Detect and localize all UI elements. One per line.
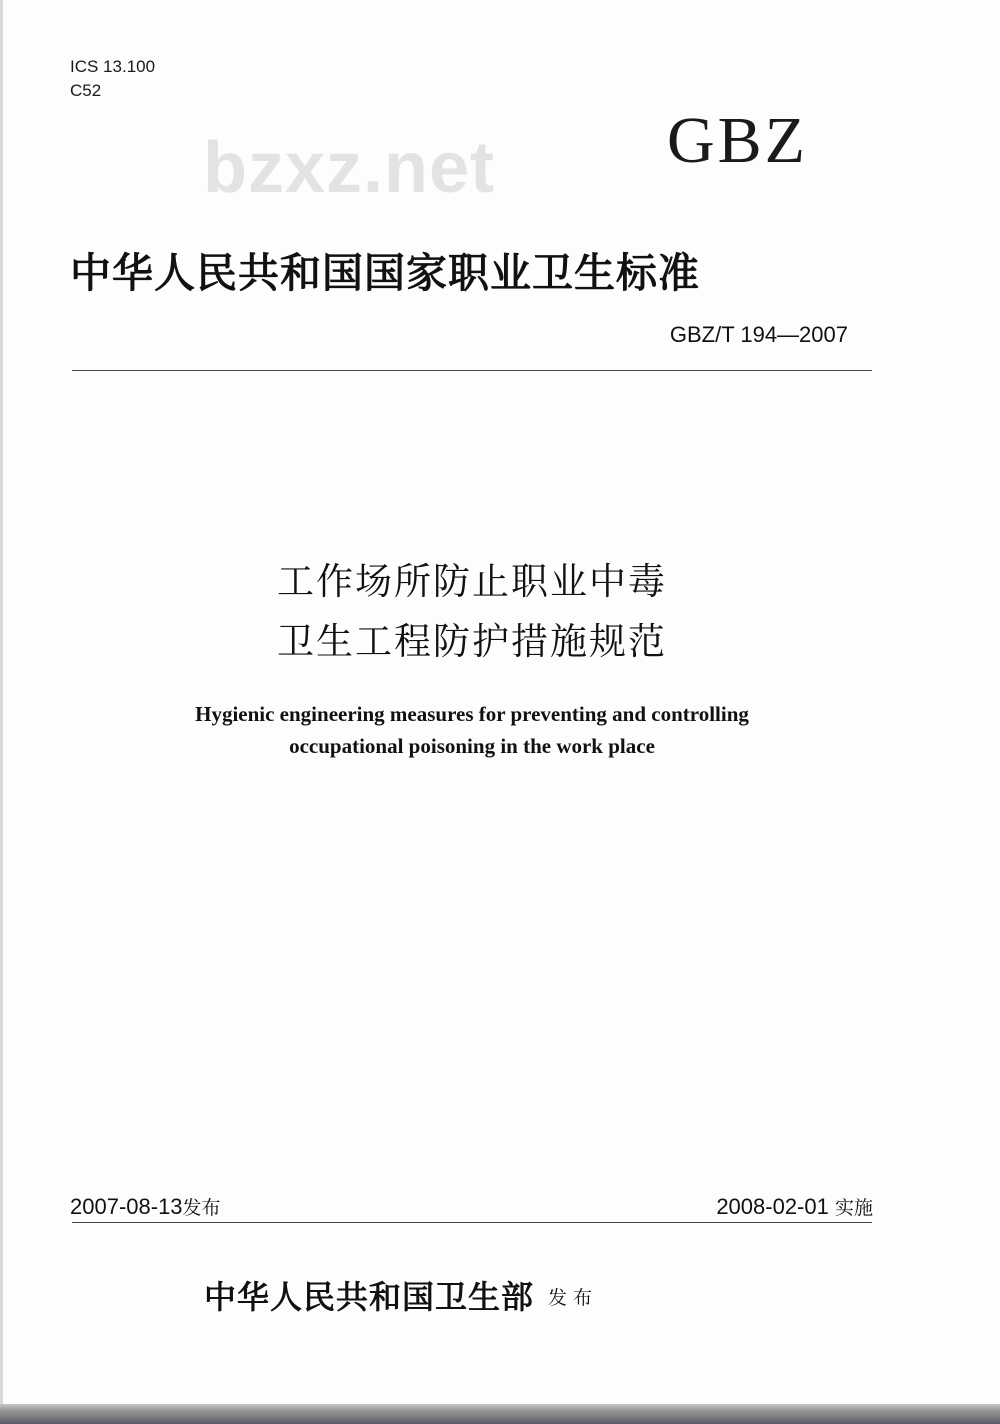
standard-number: GBZ/T 194—2007 xyxy=(669,322,848,347)
classification-codes xyxy=(70,55,155,103)
chinese-title-line-2: 卫生工程防护措施规范 xyxy=(277,620,667,663)
ccs-code: C52 xyxy=(70,81,102,100)
ics-code: ICS 13.100 xyxy=(70,57,156,76)
header-divider xyxy=(72,370,872,371)
national-standard-title: 中华人民共和国国家职业卫生标准 xyxy=(70,249,700,297)
effective-date-suffix: 实施 xyxy=(834,1197,873,1219)
issue-date-block xyxy=(70,1193,221,1220)
issue-date-suffix: 发布 xyxy=(182,1197,221,1219)
watermark: bzxz.net xyxy=(203,128,496,208)
english-title-line-2: occupational poisoning in the work place xyxy=(289,734,655,758)
effective-date: 2008-02-01 xyxy=(716,1194,829,1219)
viewer-bottom-bar xyxy=(0,1404,1000,1424)
effective-date-block xyxy=(716,1193,873,1220)
issue-date: 2007-08-13 xyxy=(70,1194,183,1219)
publisher-name: 中华人民共和国卫生部 xyxy=(204,1278,535,1316)
gbz-logo: GBZ xyxy=(667,104,808,177)
publisher-suffix: 发布 xyxy=(548,1287,599,1309)
chinese-title-line-1: 工作场所防止职业中毒 xyxy=(277,560,667,603)
footer-divider xyxy=(72,1222,872,1223)
page-edge-shadow xyxy=(0,0,3,1404)
english-title-line-1: Hygienic engineering measures for preventing and controlling xyxy=(195,702,749,726)
publisher-block xyxy=(204,1272,598,1318)
